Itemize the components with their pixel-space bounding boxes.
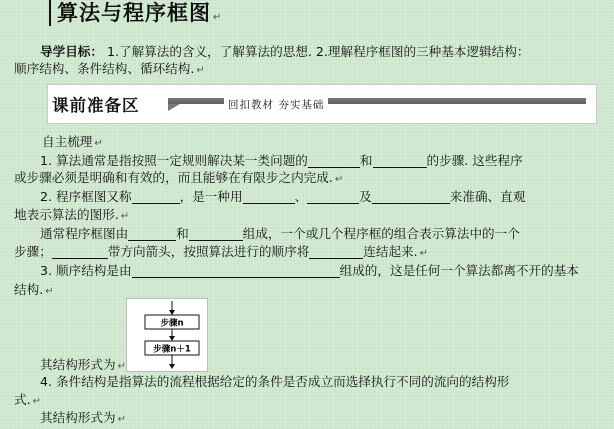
item-2b-line-2: [14, 244, 428, 262]
blank[interactable]: [308, 154, 360, 168]
item-1-line-1: [40, 153, 523, 169]
paragraph-mark-icon: ↵: [120, 211, 130, 222]
flow-step1-label: 步骤n: [160, 318, 184, 329]
item-1-text-line-2: 或步骤必须是明确和有效的，而且能够在有限步之内完成.: [14, 170, 333, 185]
item-2b-text-a: 通常程序框图由: [40, 226, 129, 241]
section-heading-text: 自主梳理: [42, 134, 93, 149]
paragraph-mark-icon: ↵: [45, 286, 54, 297]
item-1-text-a: 1. 算法通常是指按照一定规则解决某一类问题的: [40, 153, 308, 168]
item-2-text-c: 、: [294, 189, 308, 204]
paragraph-mark-icon: ↵: [334, 174, 344, 185]
item-3-text-line-2: 结构.: [14, 282, 44, 297]
objectives-line-2: [14, 61, 205, 79]
title-bar: [49, 0, 221, 26]
paragraph-mark-icon: ↵: [196, 65, 205, 76]
sequence-structure-flowchart: [126, 298, 208, 372]
page-title: 算法与程序框图: [57, 1, 211, 25]
section-heading: [42, 134, 103, 152]
flow-step2-label: 步骤n＋1: [153, 344, 191, 355]
arrowhead-icon: [169, 364, 175, 369]
paragraph-mark-icon: ↵: [94, 138, 103, 149]
item-3-line-1: [40, 263, 579, 279]
item-2-text-line-2: 地表示算法的图形.: [14, 207, 119, 222]
item-2-text-e: 来准确、直观: [449, 189, 526, 204]
blank[interactable]: [128, 227, 176, 241]
objectives-line-1: [40, 44, 529, 60]
arrowhead-icon: [169, 336, 175, 341]
item-4-text-a: 4. 条件结构是指算法的流程根据给定的条件是否成立而选择执行不同的流向的结构形: [40, 374, 510, 389]
item-3-text-a: 3. 顺序结构是由: [40, 263, 132, 278]
blank[interactable]: [52, 245, 108, 259]
item-2-line-2: [14, 207, 129, 225]
section-banner: [47, 84, 597, 124]
item-4-text-line-2: 式.: [14, 392, 31, 407]
objectives-text-2: 顺序结构、条件结构、循环结构.: [14, 61, 195, 76]
paragraph-mark-icon: ↵: [117, 414, 126, 425]
form-label-2-text: 其结构形式为: [40, 410, 116, 425]
item-2-line-1: [40, 189, 525, 205]
item-2b-text-c: 组成，一个或几个程序框的组合表示算法中的一个: [242, 226, 520, 241]
arrowhead-icon: [169, 310, 175, 315]
blank[interactable]: [132, 264, 340, 278]
banner-title: 课前准备区: [52, 96, 140, 115]
form-label-1: [40, 357, 126, 375]
item-3-line-2: [14, 282, 54, 300]
blank[interactable]: [373, 154, 427, 168]
form-label-1-text: 其结构形式为: [40, 357, 116, 372]
blank[interactable]: [307, 190, 359, 204]
blank[interactable]: [309, 245, 363, 259]
item-2-text-b: ，是一种用: [179, 189, 243, 204]
objectives-text-1: 1.了解算法的含义，了解算法的思想. 2.理解程序框图的三种基本逻辑结构：: [106, 44, 530, 59]
paragraph-mark-icon: ↵: [419, 248, 429, 259]
banner-subtitle: 回扣教材 夯实基础: [224, 97, 328, 112]
paragraph-mark-icon: ↵: [117, 361, 126, 372]
blank[interactable]: [372, 190, 450, 204]
item-1-line-2: [14, 170, 343, 188]
objectives-label: 导学目标：: [40, 44, 103, 59]
banner-rule-tail: [168, 104, 180, 111]
blank[interactable]: [132, 190, 180, 204]
blank[interactable]: [189, 227, 243, 241]
item-1-text-b: 和: [359, 153, 373, 168]
item-4-line-2: [14, 392, 41, 410]
item-2b-text-e: 带方向箭头，按照算法进行的顺序将: [107, 244, 310, 259]
item-3-text-b: 组成的，这是任何一个算法都离不开的基本: [339, 263, 579, 278]
item-4-line-1: [40, 374, 509, 390]
form-label-2: [40, 410, 126, 428]
item-2b-text-d: 步骤；: [14, 244, 52, 259]
paragraph-mark-icon: ↵: [32, 396, 41, 407]
blank[interactable]: [243, 190, 295, 204]
item-2b-text-b: 和: [176, 226, 189, 241]
item-2b-line-1: [40, 226, 520, 242]
item-1-text-c: 的步骤. 这些程序: [426, 153, 523, 168]
item-2-text-d: 及: [359, 189, 372, 204]
item-2b-text-f: 连结起来.: [363, 244, 418, 259]
flowchart-svg: [127, 299, 207, 371]
item-2-text-a: 2. 程序框图又称: [40, 189, 132, 204]
paragraph-mark-icon: ↵: [213, 12, 222, 23]
